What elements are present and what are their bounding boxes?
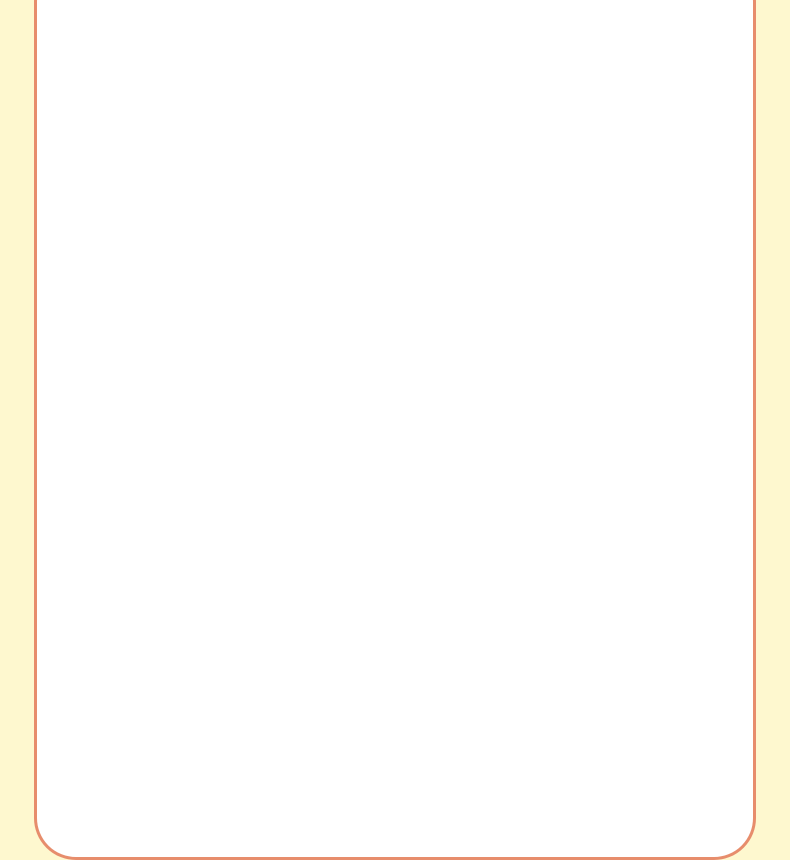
content-card [34, 0, 756, 860]
